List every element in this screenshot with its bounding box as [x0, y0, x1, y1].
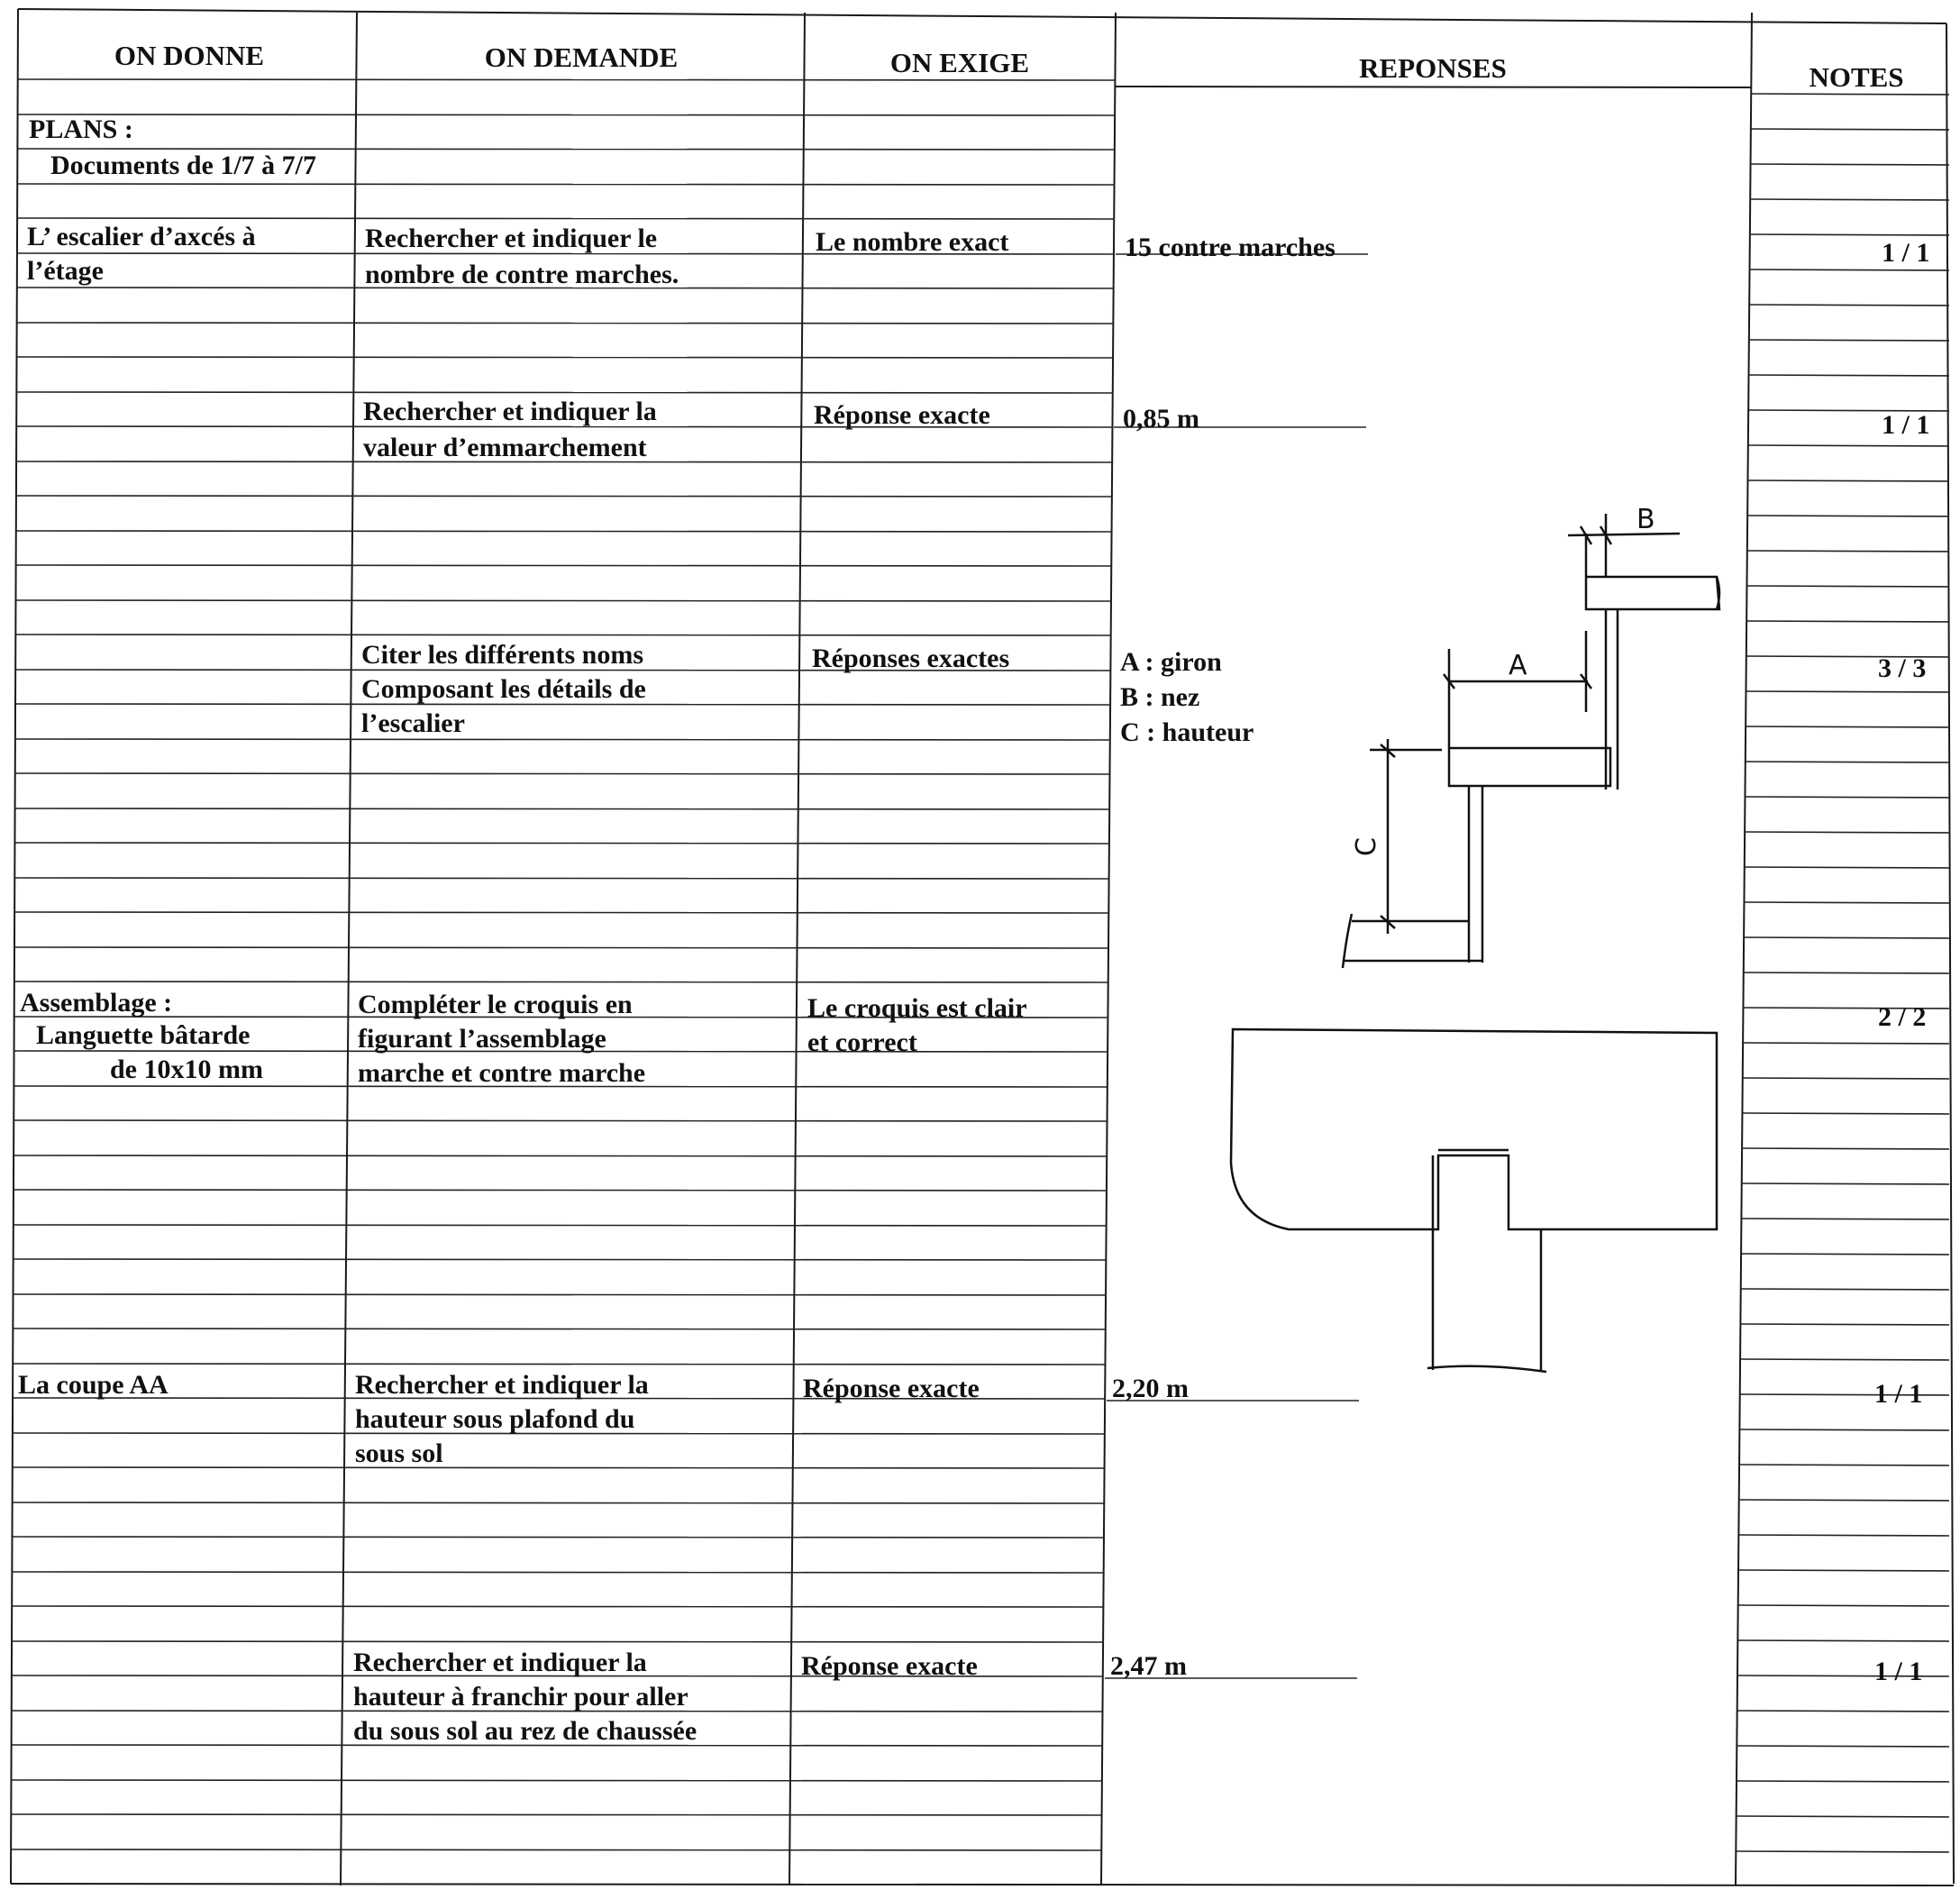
row5-note: 1 / 1 — [1874, 1379, 1923, 1409]
notes-rule-line — [1745, 867, 1949, 868]
notes-rule-line — [1741, 1254, 1949, 1255]
notes-rule-line — [1749, 340, 1949, 341]
notes-rule-line — [1744, 937, 1949, 938]
rule-line — [15, 600, 1110, 601]
row6-demande-line2: hauteur à franchir pour aller — [353, 1682, 688, 1712]
notes-rule-line — [1738, 1570, 1949, 1571]
rule-line — [14, 947, 1108, 948]
row1-exige: Le nombre exact — [816, 227, 1009, 257]
notes-rule-line — [1740, 1359, 1949, 1360]
rule-line — [18, 79, 1116, 80]
column-divider-3 — [1101, 13, 1116, 1885]
row4-demande-line1: Compléter le croquis en — [358, 990, 633, 1019]
rule-line — [12, 1641, 1103, 1642]
dim-a-label: A — [1509, 650, 1527, 681]
notes-rule-line — [1743, 1078, 1949, 1079]
notes-rule-line — [1737, 1746, 1949, 1747]
rule-line — [11, 1814, 1101, 1815]
notes-rule-line — [1740, 1324, 1949, 1325]
rule-line — [17, 184, 1114, 185]
row6-demande-line3: du sous sol au rez de chaussée — [353, 1716, 697, 1746]
column-divider-1 — [341, 13, 357, 1885]
rule-line — [13, 1467, 1105, 1468]
frame-bottom — [11, 1884, 1954, 1885]
rule-line — [14, 912, 1108, 913]
header-notes: NOTES — [1809, 61, 1904, 93]
row3-reponse-line1: A : giron — [1120, 647, 1222, 677]
rule-line — [15, 739, 1110, 740]
row6-exige: Réponse exacte — [801, 1651, 978, 1681]
frame-right — [1946, 23, 1954, 1884]
dim-b-label: B — [1636, 504, 1655, 535]
rule-line — [13, 1364, 1105, 1365]
frame-top — [18, 9, 1946, 23]
notes-rule-line — [1739, 1500, 1949, 1501]
notes-rule-line — [1747, 551, 1949, 552]
dim-c-label: C — [1351, 837, 1382, 856]
plans-documents: Documents de 1/7 à 7/7 — [50, 151, 316, 180]
notes-rule-line — [1742, 1148, 1949, 1149]
notes-rule-line — [1741, 1289, 1949, 1290]
row2-exige: Réponse exacte — [814, 400, 990, 430]
row3-exige: Réponses exactes — [812, 644, 1010, 673]
notes-rule-line — [1748, 445, 1949, 446]
upper-tread — [1586, 577, 1719, 609]
rule-line — [11, 1849, 1101, 1850]
rule-line — [15, 808, 1110, 809]
rule-line — [14, 1155, 1107, 1156]
rule-line — [14, 1294, 1107, 1295]
row6-note: 1 / 1 — [1874, 1657, 1923, 1686]
notes-rule-line — [1737, 1711, 1949, 1712]
notes-rule-line — [1746, 586, 1949, 587]
row4-exige-line1: Le croquis est clair — [807, 993, 1027, 1023]
rule-line — [17, 218, 1114, 219]
row3-reponse-line2: B : nez — [1120, 682, 1200, 712]
notes-rule-line — [1745, 797, 1949, 798]
row3-demande-line3: l’escalier — [361, 708, 465, 738]
frame-left — [11, 9, 18, 1884]
rule-line — [16, 565, 1112, 566]
rule-line — [17, 357, 1114, 358]
notes-rule-line — [1750, 234, 1949, 235]
row1-donne-line1: L’ escalier d’axcés à — [27, 222, 256, 251]
rule-line — [14, 843, 1108, 844]
rule-line — [14, 1225, 1107, 1226]
row1-demande-line1: Rechercher et indiquer le — [365, 224, 658, 253]
notes-rule-line — [1750, 269, 1949, 270]
rule-line — [16, 496, 1112, 497]
notes-rule-line — [1742, 1183, 1949, 1184]
row5-demande-line3: sous sol — [355, 1438, 443, 1468]
rule-line — [12, 1572, 1103, 1573]
row4-demande-line3: marche et contre marche — [358, 1058, 646, 1088]
rule-line — [15, 773, 1110, 774]
row4-note: 2 / 2 — [1878, 1002, 1927, 1032]
row2-demande-line1: Rechercher et indiquer la — [363, 397, 657, 426]
row5-demande-line1: Rechercher et indiquer la — [355, 1370, 649, 1400]
row4-donne-line3: de 10x10 mm — [110, 1055, 263, 1084]
row2-demande-line2: valeur d’emmarchement — [363, 433, 647, 462]
notes-rule-line — [1751, 164, 1949, 165]
tread-profile — [1231, 1029, 1717, 1229]
row4-exige-line2: et correct — [807, 1027, 917, 1057]
middle-tread — [1449, 748, 1610, 786]
notes-rule-line — [1742, 1113, 1949, 1114]
row1-note: 1 / 1 — [1882, 238, 1930, 268]
column-divider-2 — [789, 13, 805, 1885]
notes-rule-line — [1750, 199, 1949, 200]
rule-line — [14, 878, 1108, 879]
row4-demande-line2: figurant l’assemblage — [358, 1024, 606, 1054]
notes-rule-line — [1746, 726, 1949, 727]
row6-reponse: 2,47 m — [1110, 1651, 1187, 1681]
rule-line — [13, 1502, 1105, 1503]
notes-rule-line — [1736, 1851, 1949, 1852]
row5-donne: La coupe AA — [18, 1370, 169, 1400]
notes-rule-line — [1737, 1640, 1949, 1641]
row1-reponse: 15 contre marches — [1125, 233, 1336, 262]
header-on-demande: ON DEMANDE — [484, 41, 679, 73]
rule-line — [13, 1328, 1105, 1329]
row2-reponse: 0,85 m — [1123, 404, 1199, 434]
notes-rule-line — [1744, 902, 1949, 903]
rule-line — [12, 1606, 1103, 1607]
row3-reponse-line3: C : hauteur — [1120, 717, 1254, 747]
row3-demande-line2: Composant les détails de — [361, 674, 646, 704]
notes-rule-line — [1737, 1781, 1949, 1782]
notes-rule-line — [1737, 1816, 1949, 1817]
notes-rule-line — [1744, 972, 1949, 973]
notes-rule-line — [1748, 480, 1949, 481]
plans-title: PLANS : — [29, 114, 133, 144]
header-reponses: REPONSES — [1359, 52, 1507, 84]
notes-rule-line — [1738, 1605, 1949, 1606]
header-on-donne: ON DONNE — [114, 40, 265, 71]
notes-rule-line — [1746, 691, 1949, 692]
rule-line — [17, 323, 1114, 324]
notes-rule-line — [1746, 621, 1949, 622]
header-on-exige: ON EXIGE — [889, 47, 1030, 78]
row1-demande-line2: nombre de contre marches. — [365, 260, 679, 289]
rule-line — [14, 1190, 1107, 1191]
row1-donne-line2: l’étage — [27, 256, 104, 286]
rule-line — [18, 114, 1116, 115]
notes-rule-line — [1738, 1535, 1949, 1536]
row3-note: 3 / 3 — [1878, 653, 1927, 683]
notes-rule-line — [1751, 129, 1949, 130]
row4-donne-line1: Assemblage : — [20, 988, 173, 1018]
rule-line — [16, 392, 1112, 393]
rule-line — [14, 1259, 1107, 1260]
row2-note: 1 / 1 — [1882, 410, 1930, 440]
row5-reponse: 2,20 m — [1112, 1374, 1189, 1403]
row4-donne-line2: Languette bâtarde — [36, 1020, 251, 1050]
row3-demande-line1: Citer les différents noms — [361, 640, 644, 670]
notes-rule-line — [1743, 1043, 1949, 1044]
notes-rule-line — [1751, 94, 1949, 95]
riser-break-mark — [1427, 1366, 1546, 1372]
notes-rule-line — [1749, 375, 1949, 376]
notes-rule-line — [1749, 305, 1949, 306]
rule-line — [14, 1120, 1107, 1121]
row6-demande-line1: Rechercher et indiquer la — [353, 1648, 647, 1677]
rule-line — [11, 1780, 1101, 1781]
rule-line — [12, 1537, 1103, 1538]
row5-demande-line2: hauteur sous plafond du — [355, 1404, 635, 1434]
row5-exige: Réponse exacte — [803, 1374, 980, 1403]
notes-rule-line — [1739, 1429, 1949, 1430]
rule-line — [16, 531, 1112, 532]
notes-rule-line — [1745, 832, 1949, 833]
